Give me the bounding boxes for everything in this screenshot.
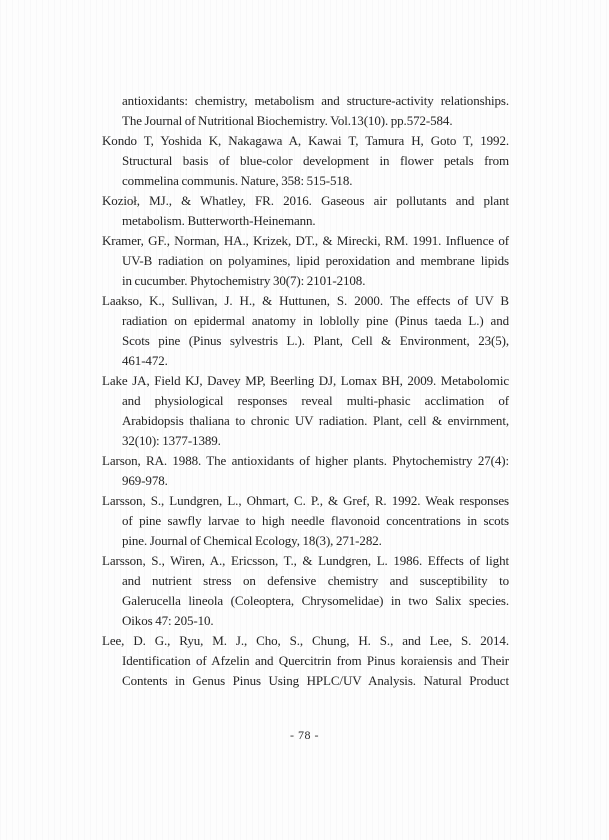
reference-line: radiation on epidermal anatomy in loblolly pine (Pinus taeda L.) and [122,313,509,328]
reference-entry [102,631,509,691]
reference-line: and physiological responses reveal multi-phasic acclimation of [122,393,509,408]
reference-entry [102,491,509,551]
reference-line: Laakso, K., Sullivan, J. H., & Huttunen, S. 2000. The effects of UV B [102,293,509,308]
reference-line: Contents in Genus Pinus Using HPLC/UV Analysis. Natural Product [122,673,509,688]
reference-line: Larsson, S., Wiren, A., Ericsson, T., & Lundgren, L. 1986. Effects of light [102,553,509,568]
reference-entry [102,91,509,131]
reference-entry [102,451,509,491]
reference-line: The Journal of Nutritional Biochemistry. Vol.13(10). pp.572-584. [122,113,453,128]
reference-line: Kozioł, MJ., & Whatley, FR. 2016. Gaseous air pollutants and plant [102,193,509,208]
reference-line: metabolism. Butterworth-Heinemann. [122,213,316,228]
reference-line: pine. Journal of Chemical Ecology, 18(3), 271-282. [122,533,382,548]
reference-entry [102,191,509,231]
reference-line: Larson, RA. 1988. The antioxidants of higher plants. Phytochemistry 27(4): [102,453,509,468]
reference-line: Scots pine (Pinus sylvestris L.). Plant, Cell & Environment, 23(5), [122,333,509,348]
reference-entry [102,291,509,371]
reference-line: 461-472. [122,353,168,368]
reference-line: and nutrient stress on defensive chemistry and susceptibility to [122,573,509,588]
reference-line: of pine sawfly larvae to high needle flavonoid concentrations in scots [122,513,509,528]
reference-line: Kondo T, Yoshida K, Nakagawa A, Kawai T, Tamura H, Goto T, 1992. [102,133,509,148]
reference-line: Larsson, S., Lundgren, L., Ohmart, C. P., & Gref, R. 1992. Weak responses [102,493,509,508]
reference-line: Identification of Afzelin and Quercitrin from Pinus koraiensis and Their [122,653,509,668]
reference-line: 969-978. [122,473,168,488]
reference-line: Galerucella lineola (Coleoptera, Chrysomelidae) in two Salix species. [122,593,509,608]
reference-line: Lee, D. G., Ryu, M. J., Cho, S., Chung, H. S., and Lee, S. 2014. [102,633,509,648]
reference-line: commelina communis. Nature, 358: 515-518. [122,173,353,188]
page-number: - 78 - [290,728,319,742]
reference-entry [102,551,509,631]
reference-line: in cucumber. Phytochemistry 30(7): 2101-2108. [122,273,366,288]
reference-line: antioxidants: chemistry, metabolism and structure-activity relationships. [122,93,509,108]
reference-entry [102,231,509,291]
reference-entry [102,131,509,191]
references-list [102,91,509,691]
reference-line: Kramer, GF., Norman, HA., Krizek, DT., & Mirecki, RM. 1991. Influence of [102,233,509,248]
reference-line: Lake JA, Field KJ, Davey MP, Beerling DJ, Lomax BH, 2009. Metabolomic [102,373,509,388]
reference-line: Arabidopsis thaliana to chronic UV radiation. Plant, cell & envirnment, [122,413,509,428]
reference-line: UV-B radiation on polyamines, lipid peroxidation and membrane lipids [122,253,509,268]
reference-entry [102,371,509,451]
reference-line: Structural basis of blue-color development in flower petals from [122,153,509,168]
reference-line: Oikos 47: 205-10. [122,613,214,628]
reference-line: 32(10): 1377-1389. [122,433,221,448]
